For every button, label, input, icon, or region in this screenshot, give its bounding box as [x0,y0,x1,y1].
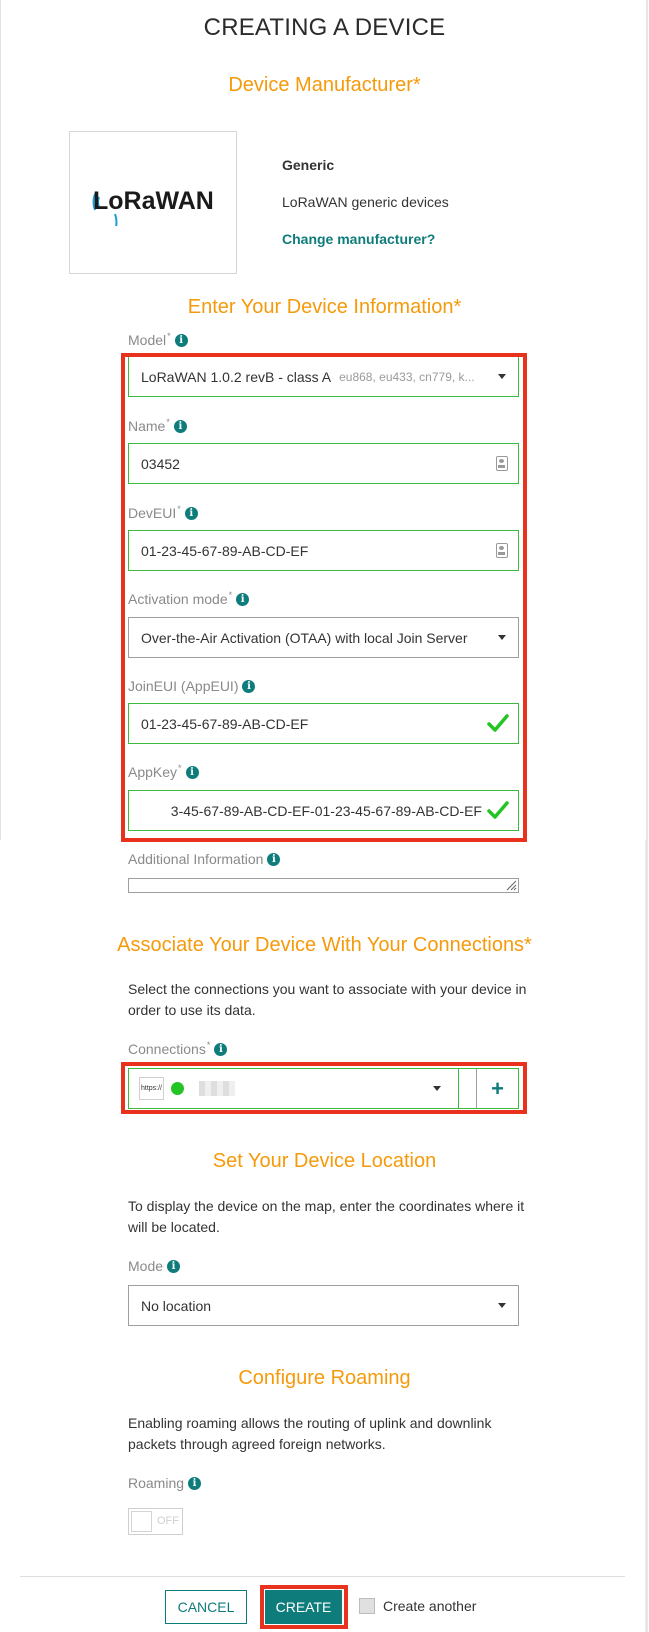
connections-description: Select the connections you want to associate with your device in order to use its data. [128,981,527,1018]
mode-label [128,1258,180,1274]
frame-left-border [0,0,1,840]
info-icon[interactable]: i [175,334,188,347]
divider [458,1069,459,1108]
chevron-down-icon [498,1303,506,1308]
deveui-value: 01-23-45-67-89-AB-CD-EF [141,542,309,559]
name-input[interactable] [128,443,519,484]
info-icon[interactable]: i [214,1043,227,1056]
create-another-checkbox[interactable] [359,1598,375,1614]
joineui-label [128,678,255,694]
appkey-input[interactable] [128,790,519,831]
connections-label-text: Connections [128,1041,206,1057]
additional-info-label-text: Additional Information [128,851,264,867]
location-description: To display the device on the map, enter the coordinates where it will be located. [128,1198,525,1235]
info-icon[interactable]: i [186,766,199,779]
model-frequency-hint: eu868, eu433, cn779, k... [339,369,475,384]
chevron-down-icon[interactable] [433,1086,441,1091]
connection-name-redacted [199,1081,235,1096]
activation-mode-select[interactable] [128,617,519,658]
joineui-value: 01-23-45-67-89-AB-CD-EF [141,715,309,732]
manufacturer-name: Generic [282,157,335,173]
deveui-label-text: DevEUI [128,505,177,521]
cancel-button[interactable]: CANCEL [165,1590,247,1624]
info-icon[interactable]: i [236,593,249,606]
connections-section-title: Associate Your Device With Your Connections* [117,934,532,956]
model-value: LoRaWAN 1.0.2 revB - class A [141,368,332,385]
info-icon[interactable]: i [185,507,198,520]
name-value: 03452 [141,455,180,472]
page-title: CREATING A DEVICE [203,14,446,41]
info-icon[interactable]: i [188,1477,201,1490]
appkey-value: 3-45-67-89-AB-CD-EF-01-23-45-67-89-AB-CD-EF [170,803,482,819]
name-label-text: Name [128,418,166,434]
name-label [128,418,187,434]
joineui-label-text: JoinEUI (AppEUI) [128,678,239,694]
appkey-label-text: AppKey [128,764,178,780]
change-manufacturer-link[interactable]: Change manufacturer? [282,231,436,247]
roaming-toggle[interactable] [128,1508,183,1535]
roaming-section-title: Configure Roaming [238,1367,411,1389]
location-section-title: Set Your Device Location [212,1150,437,1172]
manufacturer-description: LoRaWAN generic devices [282,194,449,210]
roaming-label-text: Roaming [128,1475,185,1491]
required-mark: * [166,417,170,427]
valid-check-icon [487,799,509,821]
chevron-down-icon [498,635,506,640]
required-mark: * [178,763,182,773]
manufacturer-logo [69,131,237,274]
frame-right-border-lower [645,840,646,1632]
required-mark: * [177,504,181,514]
appkey-label [128,764,199,780]
required-mark: * [228,590,233,600]
contact-card-icon [496,543,508,558]
toggle-state-text: OFF [157,1515,179,1527]
contact-card-icon [496,456,508,471]
model-label-text: Model [128,332,167,348]
location-mode-select[interactable] [128,1285,519,1326]
valid-check-icon [487,712,509,734]
protocol-badge: https:// [139,1077,164,1100]
additional-info-label [128,851,280,867]
roaming-label [128,1475,201,1491]
model-label [128,332,188,348]
manufacturer-section-title: Device Manufacturer* [228,74,421,96]
activation-mode-label [128,591,249,607]
activation-mode-label-text: Activation mode [128,591,228,607]
status-dot-icon [171,1082,184,1095]
lorawan-logo-icon [91,182,217,226]
joineui-input[interactable] [128,703,519,744]
resize-handle-icon[interactable] [506,880,517,891]
connections-select[interactable] [128,1068,519,1109]
highlight-box-create [260,1585,348,1629]
device-info-section-title: Enter Your Device Information* [187,296,462,318]
footer-divider [20,1576,625,1577]
additional-info-textarea[interactable] [128,878,519,893]
info-icon[interactable]: i [174,420,187,433]
roaming-description: Enabling roaming allows the routing of uplink and downlink packets through agreed foreign networks. [128,1415,492,1452]
chevron-down-icon [498,374,506,379]
connections-label [128,1041,227,1057]
deveui-input[interactable] [128,530,519,571]
create-button[interactable]: CREATE [265,1590,342,1624]
logo-text: LoRaWAN [93,187,214,215]
toggle-knob [131,1511,152,1532]
info-icon[interactable]: i [167,1260,180,1273]
deveui-label [128,505,198,521]
required-mark: * [206,1040,211,1050]
info-icon[interactable]: i [267,853,280,866]
add-connection-button[interactable]: + [491,1076,504,1101]
model-select[interactable] [128,356,519,397]
mode-label-text: Mode [128,1258,164,1274]
activation-mode-value: Over-the-Air Activation (OTAA) with local Join Server [141,629,468,646]
required-mark: * [167,331,171,341]
location-mode-value: No location [141,1297,212,1314]
info-icon[interactable]: i [242,680,255,693]
create-another-label: Create another [383,1598,477,1614]
